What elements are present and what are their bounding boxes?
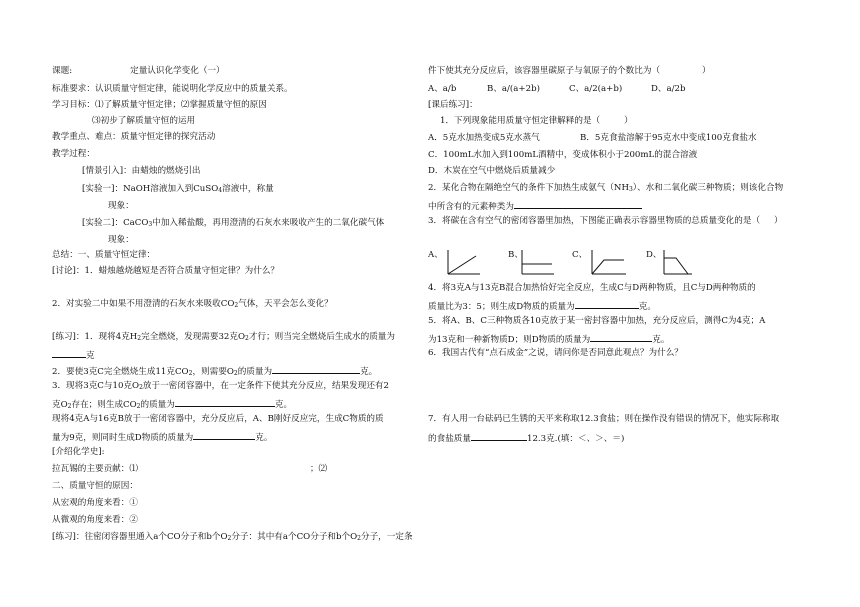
unit-text: 克。 xyxy=(638,302,656,312)
practice-4: 现将4克A与16克B放于一密闭容器中，充分反应后，A、B刚好反应完，生成C物质的质 xyxy=(52,414,384,424)
answer-blank[interactable] xyxy=(193,430,255,440)
discussion-line: [讨论]：1．蜡烛越烧越短是否符合质量守恒定律？为什么？ xyxy=(52,266,280,276)
r4-text-b: 质量比为3：5；则生成D物质的质量为 xyxy=(428,302,575,312)
option-a: A、a/b xyxy=(428,84,457,94)
graph-c xyxy=(590,250,626,276)
subscript: 4 xyxy=(218,187,223,194)
subscript: 2 xyxy=(233,370,238,377)
summary-line: 总结：一、质量守恒定律： xyxy=(52,250,156,260)
goal-3: ⑶初步了解质量守恒的运用 xyxy=(92,116,196,126)
practice-3-cont xyxy=(52,397,292,411)
review-q4: 4．将3克A与13克B混合加热恰好完全反应，生成C与D两种物质，且C与D两种物质的 xyxy=(428,283,756,293)
answer-blank[interactable] xyxy=(514,199,642,209)
unit-text: 克。 xyxy=(360,367,378,377)
answer-blank[interactable] xyxy=(175,397,275,407)
unit-text: 克。 xyxy=(255,433,273,443)
review-q1 xyxy=(440,116,633,127)
practice-4-cont xyxy=(52,430,272,444)
exp2-text-b: 中加入稀盐酸，再用澄清的石灰水来吸收产生的二氧化碳气体 xyxy=(152,218,385,228)
unit-text: 克 xyxy=(86,351,95,361)
history-heading: [介绍化学史]: xyxy=(52,447,105,457)
option-b: B、a/(a+2b) xyxy=(487,84,540,94)
experiment-1 xyxy=(82,184,274,195)
lavoisier-text-b: ；⑵ xyxy=(309,464,328,474)
graph-label-d: D、 xyxy=(646,250,662,260)
r2-text-c: 中所含有的元素种类为 xyxy=(428,202,514,212)
practice-3 xyxy=(52,381,389,392)
answer-blank[interactable] xyxy=(272,364,360,374)
micro-line: 从微观的角度来看：② xyxy=(52,515,138,525)
review-q6: 6．我国古代有“点石成金”之说，请问你是否同意此观点？为什么？ xyxy=(428,348,683,358)
p2-text-b: ，则需要O xyxy=(192,367,234,377)
subscript: 2 xyxy=(245,335,249,342)
review-q1-d: D．木炭在空气中燃烧后质量减少 xyxy=(428,166,556,176)
lavoisier-text-a: 拉瓦锡的主要贡献：⑴ xyxy=(52,464,138,474)
ex-text-a: [练习]：往密闭容器里通入a个CO分子和b个O xyxy=(52,532,228,542)
review-q7: 7．有人用一台砝码已生锈的天平来称取12.3食盐；则在操作没有错误的情况下，他实际称取 xyxy=(428,414,780,424)
p3-text-a: 3．现将3克C与10克O xyxy=(52,381,140,391)
macro-line: 从宏观的角度来看：① xyxy=(52,498,138,508)
answer-blank[interactable] xyxy=(471,431,527,441)
graph-b xyxy=(520,250,554,276)
subscript: 2 xyxy=(188,370,193,377)
process-line: 教学过程： xyxy=(52,149,95,159)
q2-text-a: 2．对实验二中如果不用澄清的石灰水来吸收CO xyxy=(52,299,235,309)
topic-title: 定量认识化学变化（一） xyxy=(130,66,225,76)
subscript: 2 xyxy=(234,302,239,309)
subscript: 2 xyxy=(139,384,143,391)
graph-a-curve xyxy=(448,256,476,274)
review-q1-a: A．5克水加热变成5克水蒸气 xyxy=(428,133,540,143)
p1-text-b: 完全燃烧，发现需要32克O xyxy=(141,332,246,342)
review-q1-c: C．100mL水加入到100mL酒精中，变成体积小于200mL的混合溶液 xyxy=(428,150,698,160)
objective-line: 标准要求：认识质量守恒定律，能说明化学反应中的质量关系。 xyxy=(52,84,293,94)
experiment-2 xyxy=(82,218,384,229)
goals-line xyxy=(52,100,267,111)
exp2-text-a: [实验二]：CaCO xyxy=(82,218,149,228)
graph-d-curve xyxy=(664,258,688,274)
phenomenon-2: 现象： xyxy=(108,235,134,245)
ex-text-c: 分子，一定条 xyxy=(360,532,413,542)
r1-text: 1．下列现象能用质量守恒定律解释的是（ xyxy=(440,116,601,126)
review-q3 xyxy=(428,216,783,227)
practice-1-answer xyxy=(52,348,95,362)
keypoints-line: 教学重点、难点：质量守恒定律的探究活动 xyxy=(52,132,216,142)
r7-text-b: 的食盐质量 xyxy=(428,434,471,444)
subscript: 2 xyxy=(67,403,72,410)
exp1-text-b: 溶液中，称量 xyxy=(222,184,274,194)
r7-text-c: 12.3克.(填：＜、＞、＝) xyxy=(526,434,625,444)
intro-line: [情景引入]：由蜡烛的燃烧引出 xyxy=(82,166,201,176)
option-c: C、a/2(a+b) xyxy=(569,84,623,94)
question-2 xyxy=(52,299,333,310)
subscript: 2 xyxy=(136,403,141,410)
exercise-cont xyxy=(428,66,711,77)
ex-text-b: 分子：其中有a个CO分子和b个O xyxy=(231,532,358,542)
r5-text-b: 为13克和一种新物质D；则D物质的质量为 xyxy=(428,335,591,345)
paren-close: ） xyxy=(624,116,633,126)
p3-text-b: 放于一密闭容器中，在一定条件下使其充分反应，结果发现还有2 xyxy=(142,381,389,391)
topic-label: 课题: xyxy=(52,66,73,76)
graph-label-a: A、 xyxy=(428,250,443,260)
graph-c-curve xyxy=(592,260,624,274)
review-q5: 5．将A、B、C三种物质各10克放于某一密封容器中加热，充分反应后，测得C为4克；A xyxy=(428,316,766,326)
unit-text: 克。 xyxy=(652,335,670,345)
p1-text-c: 才行；则当完全燃烧后生成水的质量为 xyxy=(248,332,395,342)
graph-d xyxy=(662,250,692,276)
answer-blank[interactable] xyxy=(575,299,639,309)
review-q2 xyxy=(428,183,783,194)
subscript: 3 xyxy=(628,186,633,193)
p2-text-a: 2．要使3克C完全燃烧生成11克CO xyxy=(52,367,189,377)
q2-text-b: 气体，天平会怎么变化？ xyxy=(238,299,333,309)
graph-a xyxy=(446,250,480,276)
p3-text-d: 存在；则生成CO xyxy=(71,400,137,410)
p1-text-a: [练习]：1．现将4克H xyxy=(52,332,138,342)
review-q7-cont xyxy=(428,431,624,445)
exp1-text-a: [实验一]：NaOH溶液加入到CuSO xyxy=(82,184,219,194)
unit-text: 克。 xyxy=(274,400,293,410)
goals-1-2: ⑴了解质量守恒定律；⑵掌握质量守恒的原因 xyxy=(94,100,267,110)
r2-text-b: ）、水和二氧化碳三种物质；则该化合物 xyxy=(632,183,784,193)
subscript: 2 xyxy=(137,335,142,342)
subscript: 2 xyxy=(227,535,232,542)
p2-text-c: 的质量为 xyxy=(237,367,273,377)
review-q4-cont xyxy=(428,299,656,313)
review-q5-cont xyxy=(428,332,669,346)
r3-text: 3．将碳在含有空气的密闭容器里加热，下图能正确表示容器里物质的总质量变化的是（ xyxy=(428,216,761,226)
cont-text: 件下使其充分反应后，该容器里碳原子与氧原子的个数比为（ xyxy=(428,66,661,76)
after-class-heading: [课后练习]： xyxy=(428,100,478,110)
lavoisier-line xyxy=(52,464,327,475)
graph-label-c: C、 xyxy=(572,250,588,260)
option-d: D、a/2b xyxy=(651,84,686,94)
goals-label: 学习目标： xyxy=(52,100,95,110)
phenomenon-1: 现象： xyxy=(108,201,134,211)
answer-blank[interactable] xyxy=(590,332,652,342)
review-q2-cont xyxy=(428,199,642,213)
answer-blank[interactable] xyxy=(52,348,86,358)
p3-text-c: 克O xyxy=(52,400,68,410)
graph-label-b: B、 xyxy=(508,250,523,260)
practice-2 xyxy=(52,364,377,378)
practice-1 xyxy=(52,332,395,343)
r2-text-a: 2．某化合物在隔绝空气的条件下加热生成氨气（NH xyxy=(428,183,629,193)
p3-text-e: 的质量为 xyxy=(140,400,175,410)
section-2-heading: 二、质量守恒的原因： xyxy=(52,481,138,491)
subscript: 3 xyxy=(148,221,153,228)
p4-text-b: 量为9克，则同时生成D物质的质量为 xyxy=(52,433,194,443)
paren-close: ） xyxy=(702,66,711,76)
review-q1-b: B．5克食盐溶解于95克水中变成100克食盐水 xyxy=(580,133,757,143)
paren-close: ） xyxy=(774,216,783,226)
topic-line xyxy=(52,66,225,77)
subscript: 2 xyxy=(357,535,361,542)
exercise-line xyxy=(52,532,413,543)
